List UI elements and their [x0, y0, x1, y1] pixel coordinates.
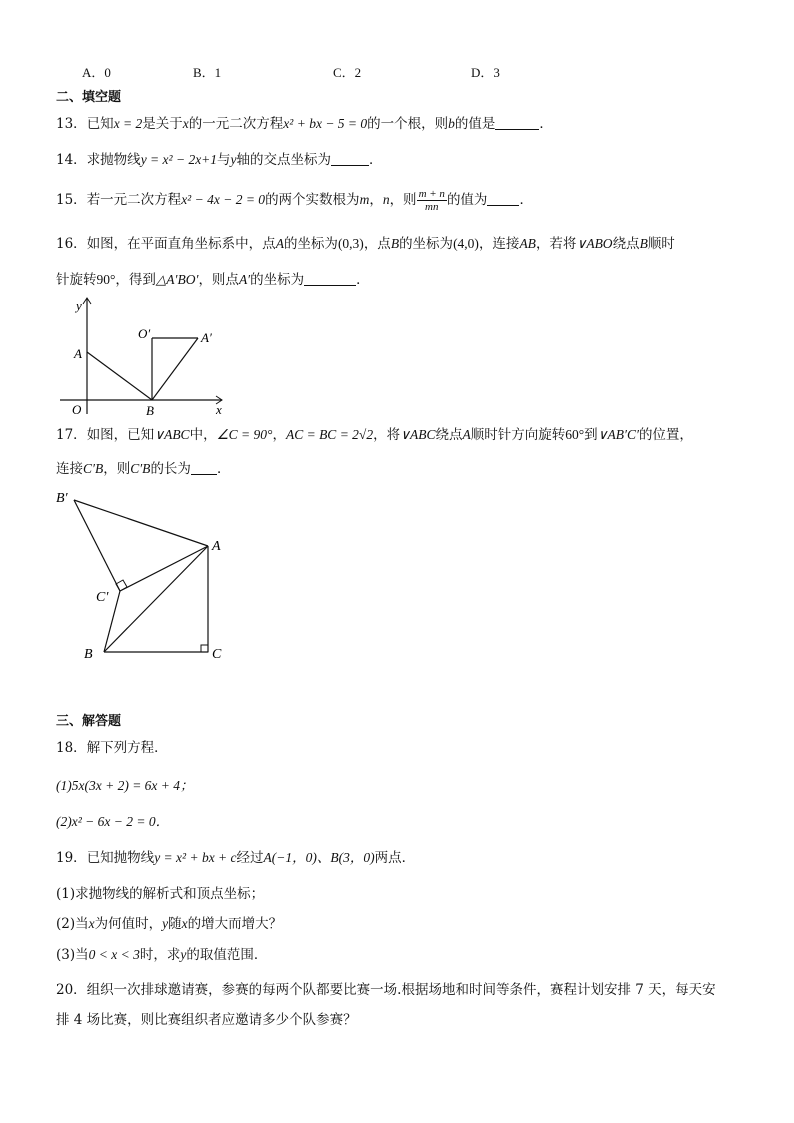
question-13: 13．已知x = 2是关于x的一元二次方程x² + bx − 5 = 0的一个根，则b的值是 ．: [56, 116, 553, 132]
answer-blank: [487, 191, 519, 206]
right-angle-mark-c: [201, 645, 208, 652]
answer-blank: [495, 115, 539, 130]
answer-blank: [191, 460, 217, 475]
option-d: D．3: [471, 65, 500, 80]
label-a-prime: A′: [201, 330, 212, 345]
label-o-prime: O′: [138, 326, 151, 341]
option-a: A．0: [82, 65, 111, 80]
question-17: 17．如图，已知∨ABC中，∠C = 90°，AC = BC = 2√2，将∨ABC绕点A顺时针方向旋转60°到∨AB′C′的位置，: [56, 427, 693, 443]
label-b-prime: B′: [56, 491, 68, 506]
label-b: B: [146, 403, 154, 418]
answer-blank: [331, 151, 369, 166]
segment-ba: [104, 546, 208, 652]
figure-17-triangle-rotation: [50, 484, 250, 674]
question-16: 16．如图，在平面直角坐标系中，点A的坐标为(0,3)，点B的坐标为(4,0)，连接AB，若将∨ABO绕点B顺时: [56, 236, 675, 252]
answer-blank: [304, 271, 356, 286]
segment-c-prime-a: [120, 546, 208, 591]
label-a: A: [74, 346, 82, 361]
segment-a-prime-b: [152, 338, 198, 400]
figure-16-coordinate-plane: [56, 290, 236, 420]
fraction: $\frac{m + n}{mn}$: [418, 188, 445, 213]
question-20-line-2: 排 4 场比赛，则比赛组织者应邀请多少个队参赛？: [56, 1012, 357, 1028]
question-18: 18．解下列方程．: [56, 740, 168, 756]
question-19: 19．已知抛物线y = x² + bx + c经过A(−1，0)、B(3，0)两点．: [56, 850, 416, 866]
label-a: A: [212, 539, 221, 554]
question-19-part-1: (1)求抛物线的解析式和顶点坐标；: [56, 886, 265, 902]
label-c-prime: C′: [96, 590, 109, 605]
label-o: O: [72, 402, 82, 417]
section-title-solve: 三、解答题: [56, 714, 122, 729]
segment-ab: [87, 352, 152, 400]
option-c: C．2: [333, 65, 362, 80]
question-19-part-3: (3)当0 < x < 3时，求y的取值范围．: [56, 947, 268, 963]
label-x: x: [216, 402, 222, 417]
question-18-part-2: (2)x² − 6x − 2 = 0．: [56, 814, 170, 829]
question-17-line-2: 连接C′B，则C′B的长为 ．: [56, 461, 231, 477]
question-14: 14．求抛物线y = x² − 2x+1与y轴的交点坐标为 ．: [56, 152, 383, 168]
question-15: 15．若一元二次方程x² − 4x − 2 = 0的两个实数根为m，n，则 $\frac{m + n}{mn}$ 的值为 ．: [56, 188, 533, 213]
question-20: 20．组织一次排球邀请赛，参赛的每两个队都要比赛一场.根据场地和时间等条件，赛程计划安排 7 天，每天安: [56, 982, 716, 998]
question-18-part-1: (1)5x(3x + 2) = 6x + 4；: [56, 778, 194, 793]
label-c: C: [212, 647, 222, 662]
section-title-fill-in: 二、填空题: [56, 90, 122, 105]
label-y: y: [76, 298, 82, 313]
question-19-part-2: (2)当x为何值时，y随x的增大而增大？: [56, 916, 283, 932]
label-b: B: [84, 647, 93, 662]
question-16-line-2: 针旋转90°，得到△A′BO′，则点A′的坐标为 ．: [56, 272, 370, 288]
option-b: B．1: [193, 65, 222, 80]
